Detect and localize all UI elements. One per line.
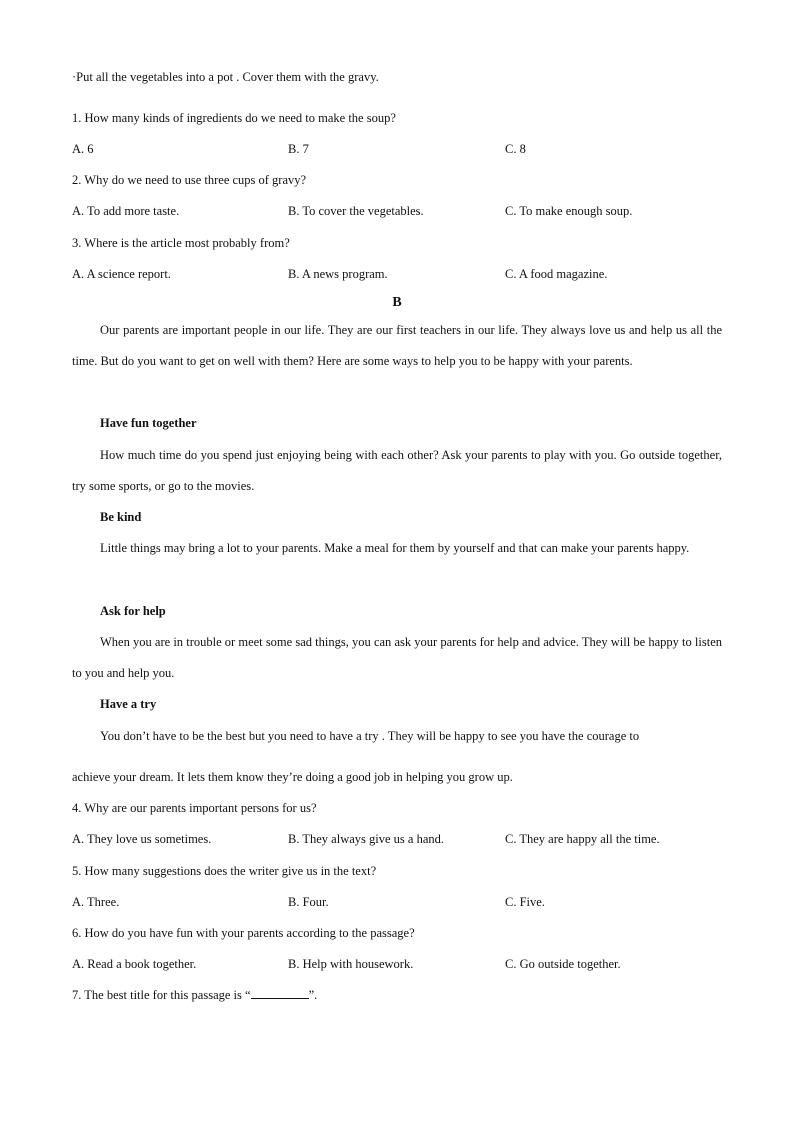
options-5 [72, 894, 732, 910]
question-7-suffix: ”. [308, 988, 318, 1002]
option-6b: B. Help with housework. [288, 957, 414, 971]
heading-have-fun-together: Have fun together [100, 416, 197, 430]
question-1: 1. How many kinds of ingredients do we need to make the soup? [72, 111, 396, 125]
heading-ask-for-help: Ask for help [100, 604, 166, 618]
option-1c: C. 8 [505, 142, 526, 156]
question-3: 3. Where is the article most probably from? [72, 236, 290, 250]
option-3b: B. A news program. [288, 267, 388, 281]
option-2a: A. To add more taste. [72, 204, 180, 218]
passage-paragraph-2: How much time do you spend just enjoying being with each other? Ask your parents to play with you. Go outside together, try some sports, or go to the movies. [72, 448, 722, 493]
option-6c: C. Go outside together. [505, 957, 621, 971]
option-2c: C. To make enough soup. [505, 204, 633, 218]
question-2: 2. Why do we need to use three cups of gravy? [72, 173, 307, 187]
heading-have-a-try: Have a try [100, 697, 157, 711]
section-b-title: B [392, 295, 402, 310]
answer-blank[interactable] [251, 987, 309, 999]
options-2 [72, 203, 732, 219]
option-1a: A. 6 [72, 142, 94, 156]
option-6a: A. Read a book together. [72, 957, 197, 971]
options-1 [72, 141, 732, 157]
options-3 [72, 266, 732, 282]
option-1b: B. 7 [288, 142, 309, 156]
options-6 [72, 956, 732, 972]
option-3c: C. A food magazine. [505, 267, 608, 281]
passage-paragraph-4: When you are in trouble or meet some sad things, you can ask your parents for help and advice. They will be happy to listen to you and help you. [72, 635, 722, 680]
options-4 [72, 831, 732, 847]
option-2b: B. To cover the vegetables. [288, 204, 424, 218]
option-5b: B. Four. [288, 895, 329, 909]
option-3a: A. A science report. [72, 267, 171, 281]
question-4: 4. Why are our parents important persons for us? [72, 801, 317, 815]
passage-paragraph-5-line-1: You don’t have to be the best but you need to have a try . They will be happy to see you have the courage to [100, 729, 640, 743]
option-5a: A. Three. [72, 895, 120, 909]
question-6: 6. How do you have fun with your parents according to the passage? [72, 926, 415, 940]
question-5: 5. How many suggestions does the writer give us in the text? [72, 864, 377, 878]
heading-be-kind: Be kind [100, 510, 142, 524]
option-5c: C. Five. [505, 895, 545, 909]
option-4c: C. They are happy all the time. [505, 832, 660, 846]
passage-paragraph-3: Little things may bring a lot to your parents. Make a meal for them by yourself and that can make your parents happy. [100, 541, 690, 555]
question-7-prefix: 7. The best title for this passage is “ [72, 988, 251, 1002]
option-4a: A. They love us sometimes. [72, 832, 212, 846]
question-7 [72, 987, 317, 1003]
intro-instruction: ·Put all the vegetables into a pot . Cover them with the gravy. [72, 70, 379, 84]
passage-paragraph-1: Our parents are important people in our life. They are our first teachers in our life. They always love us and help us all the time. But do you want to get on well with them? Here are some ways to help you to be happy with your parents. [72, 323, 722, 368]
passage-paragraph-5-line-2: achieve your dream. It lets them know they’re doing a good job in helping you grow up. [72, 770, 513, 784]
option-4b: B. They always give us a hand. [288, 832, 444, 846]
